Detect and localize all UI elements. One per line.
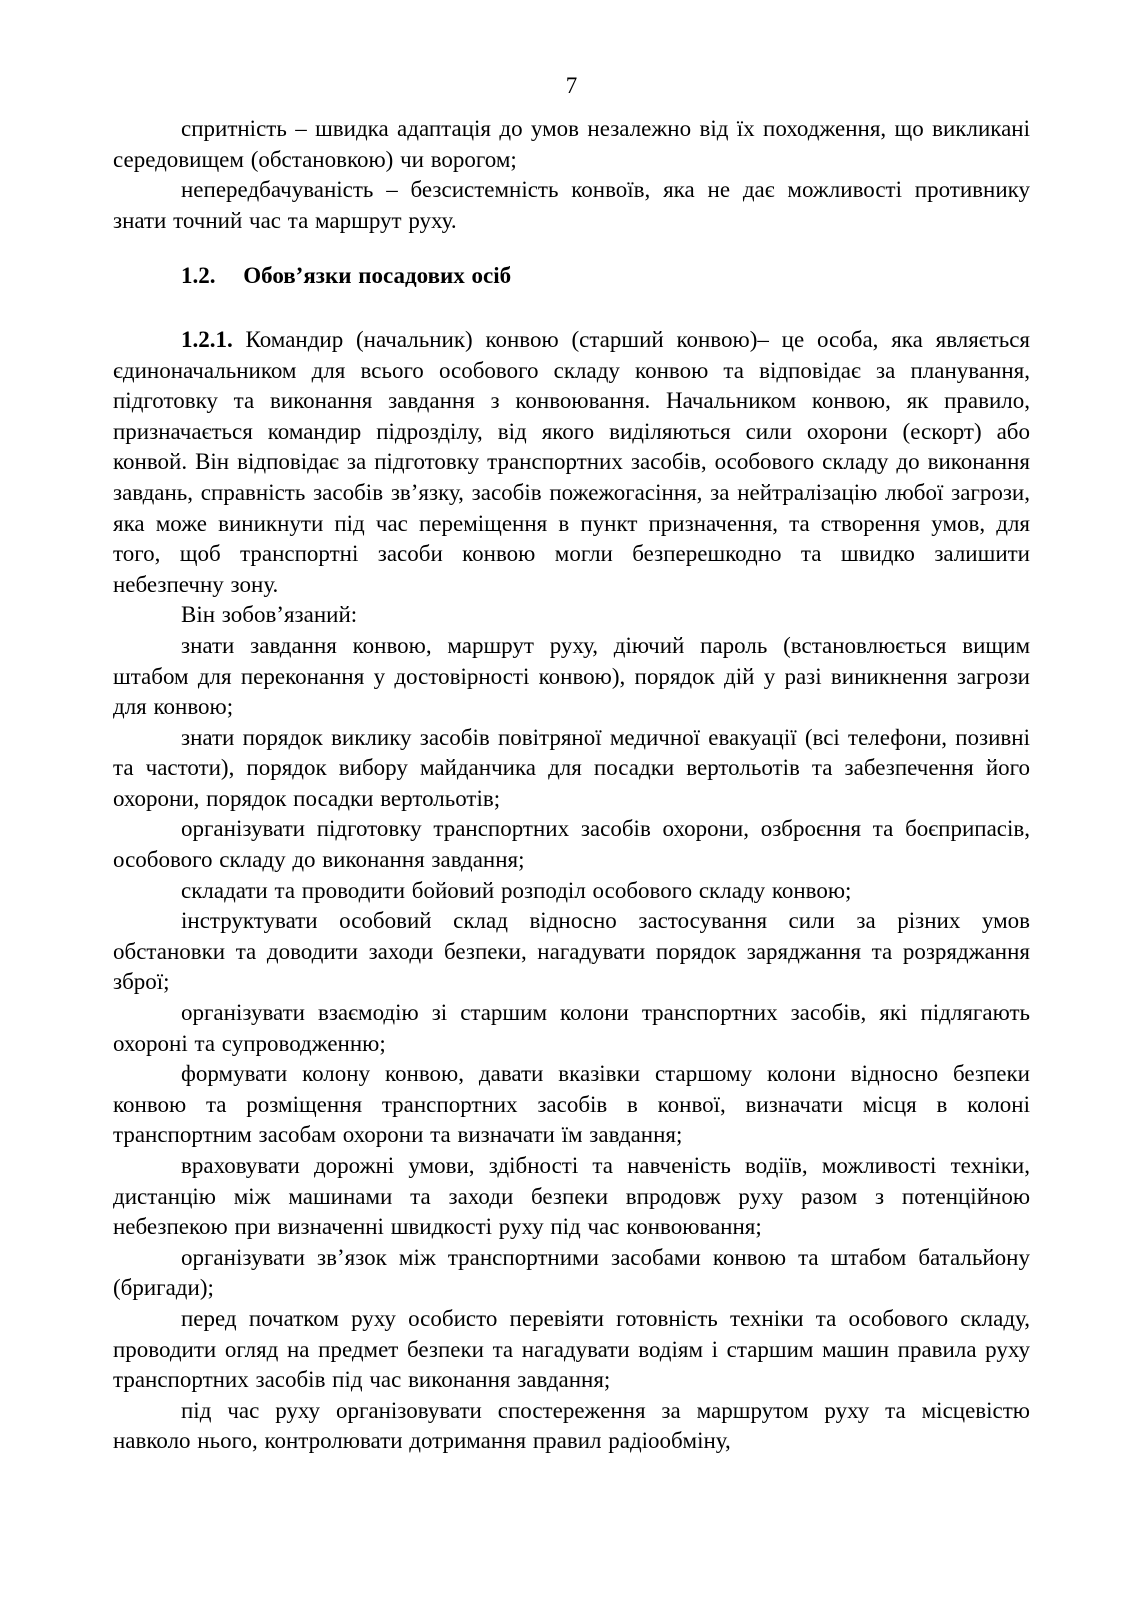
duty-paragraph-instruct-personnel: інструктувати особовий склад відносно застосування сили за різних умов обстановки та доводити заходи безпеки, нагадувати порядок заряджання та розряджання зброї; xyxy=(113,908,1030,995)
paragraph-unpredictability: непередбачуваність – безсистемність конвоїв, яка не дає можливості противнику знати точний час та маршрут руху. xyxy=(113,177,1030,233)
duty-paragraph-form-column: формувати колону конвою, давати вказівки старшому колони відносно безпеки конвою та розміщення транспортних засобів в конвої, визначати місця в колоні транспортним засобам охорони та визначати їм завдання; xyxy=(113,1061,1030,1148)
subsection-text: Командир (начальник) конвою (старший конвою)– це особа, яка являється єдиноначальником для всього особового складу конвою та відповідає за планування, підготовку та виконання завдання з конвоювання. Начальником конвою, як правило, призначається командир підрозділу, від якого виділяються сили охорони (ескорт) або конвой. Він відповідає за підготовку транспортних засобів, особового складу до виконання завдань, справність засобів зв’язку, засобів пожежогасіння, за нейтралізацію любої загрози, яка може виникнути під час переміщення в пункт призначення, та створення умов, для того, щоб транспортні засоби конвою могли безперешкодно та швидко залишити небезпечну зону. xyxy=(113,326,1031,597)
paragraph-commander-definition xyxy=(113,325,1030,600)
subsection-number: 1.2.1. xyxy=(181,326,233,352)
section-heading xyxy=(113,261,1030,292)
duty-paragraph-communications: організувати зв’язок між транспортними засобами конвою та штабом батальйону (бригади); xyxy=(113,1244,1030,1301)
duty-paragraph-coordination: організувати взаємодію зі старшим колони транспортних засобів, які підлягають охороні та супроводженню; xyxy=(113,1000,1030,1056)
paragraph-duty-intro: Він зобов’язаний: xyxy=(181,602,358,628)
duty-paragraph-prepare-vehicles: організувати підготовку транспортних засобів охорони, озброєння та боєприпасів, особового складу до виконання завдання; xyxy=(113,816,1030,873)
duty-paragraph-pre-move-check: перед початком руху особисто перевіяти готовність техніки та особового складу, проводити огляд на предмет безпеки та нагадувати водіям і старшим машин правила руху транспортних засобів під час виконання завдання; xyxy=(113,1305,1030,1393)
duty-paragraph-observation: під час руху організовувати спостереження за маршрутом руху та місцевістю навколо нього, контролювати дотримання правил радіообміну, xyxy=(113,1397,1030,1454)
section-heading-title: Обов’язки посадових осіб xyxy=(243,263,512,289)
duty-paragraph-know-mission: знати завдання конвою, маршрут руху, діючий пароль (встановлюється вищим штабом для переконання у достовірності конвою), порядок дій у разі виникнення загрози для конвою; xyxy=(113,632,1030,720)
section-heading-number: 1.2. xyxy=(181,263,216,289)
duty-paragraph-medevac: знати порядок виклику засобів повітряної медичної евакуації (всі телефони, позивні та частоти), порядок вибору майданчика для посадки вертольотів та забезпечення його охорони, порядок посадки вертольотів; xyxy=(113,724,1030,811)
paragraph-agility: спритність – швидка адаптація до умов незалежно від їх походження, що викликані середовищем (обстановкою) чи ворогом; xyxy=(113,116,1030,172)
page-number: 7 xyxy=(565,73,578,98)
duty-paragraph-road-conditions: враховувати дорожні умови, здібності та навченість водіїв, можливості техніки, дистанцію між машинами та заходи безпеки впродовж руху разом з потенційною небезпекою при визначенні швидкості руху під час конвоювання; xyxy=(113,1153,1030,1240)
duty-paragraph-combat-distribution: складати та проводити бойовий розподіл особового складу конвою; xyxy=(181,877,852,903)
